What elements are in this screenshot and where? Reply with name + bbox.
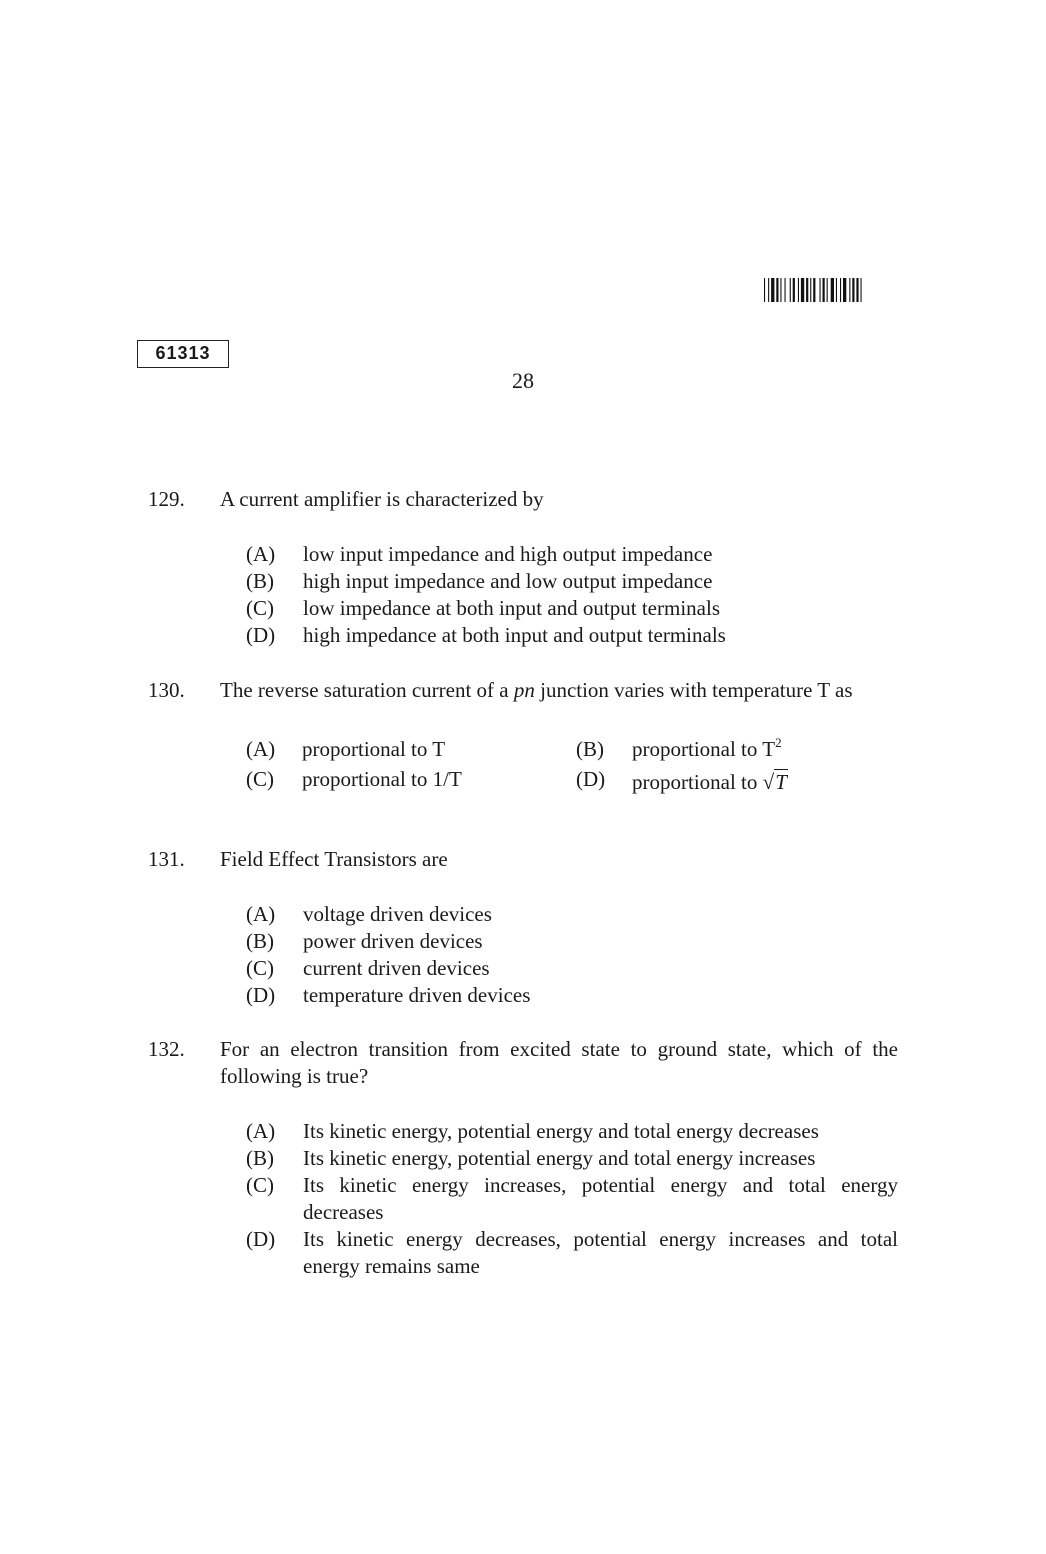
option-a: (A) voltage driven devices xyxy=(246,902,492,926)
option-b: (B) Its kinetic energy, potential energy and total energy increases xyxy=(246,1146,816,1170)
barcode-bar xyxy=(827,278,828,302)
barcode-bar xyxy=(856,278,858,302)
barcode-bar xyxy=(793,278,795,302)
barcode-bar xyxy=(823,278,825,302)
question-text: Field Effect Transistors are xyxy=(220,847,448,871)
barcode-bar xyxy=(852,278,854,302)
barcode-bar xyxy=(776,278,778,302)
barcode-bar xyxy=(771,278,774,302)
page-number: 28 xyxy=(512,368,534,393)
option-b: (B) power driven devices xyxy=(246,929,483,953)
barcode-bar xyxy=(861,278,862,302)
barcode-bar xyxy=(849,278,850,302)
option-c: (C) low impedance at both input and output terminals xyxy=(246,596,720,620)
barcode-bar xyxy=(836,278,837,302)
barcode-bar xyxy=(790,278,791,302)
barcode-bar xyxy=(806,278,808,302)
option-b: (B) high input impedance and low output impedance xyxy=(246,569,713,593)
options-list xyxy=(148,901,898,1009)
question-text: For an electron transition from excited state to ground state, which of the following is true? xyxy=(220,1037,898,1088)
option-d: (D) temperature driven devices xyxy=(246,983,531,1007)
question-number: 131. xyxy=(148,847,185,871)
barcode-bar xyxy=(820,278,821,302)
question-132 xyxy=(148,1036,898,1280)
barcode-bar xyxy=(810,278,811,302)
barcode-bar xyxy=(768,278,769,302)
question-text: The reverse saturation current of a pn junction varies with temperature T as xyxy=(220,678,853,702)
barcode-bar xyxy=(780,278,781,302)
barcode-bar xyxy=(813,278,815,302)
option-c: (C) Its kinetic energy increases, potential energy and total energy decreases xyxy=(246,1173,898,1224)
options-list xyxy=(148,1118,898,1280)
option-a: (A) low input impedance and high output impedance xyxy=(246,542,713,566)
paper-code-box xyxy=(137,340,229,368)
question-129 xyxy=(148,486,898,649)
question-130 xyxy=(148,677,898,794)
barcode-bar xyxy=(798,278,799,302)
option-a: (A) Its kinetic energy, potential energy and total energy decreases xyxy=(246,1119,819,1143)
square-root: √T xyxy=(762,770,787,794)
barcode-bar xyxy=(785,278,786,302)
options-list xyxy=(148,541,898,649)
option-c: (C) current driven devices xyxy=(246,956,490,980)
option-d: (D) Its kinetic energy decreases, potential energy increases and total energy remains same xyxy=(246,1227,898,1278)
barcode-bar xyxy=(831,278,834,302)
question-number: 130. xyxy=(148,678,185,702)
barcode-bar xyxy=(801,278,804,302)
question-131 xyxy=(148,846,898,1009)
question-number: 132. xyxy=(148,1037,185,1061)
paper-code: 61313 xyxy=(155,343,211,363)
question-text: A current amplifier is characterized by xyxy=(220,487,544,511)
option-d: (D) high impedance at both input and output terminals xyxy=(246,623,726,647)
question-number: 129. xyxy=(148,487,185,511)
barcode-bar xyxy=(840,278,841,302)
barcode-bar xyxy=(764,278,765,302)
barcode-bar xyxy=(843,278,846,302)
options-grid: (A) proportional to T (B) proportional to $T^2$ (C) proportional to 1/T (D) proportional to √T xyxy=(246,735,787,794)
barcode-image xyxy=(764,278,902,302)
